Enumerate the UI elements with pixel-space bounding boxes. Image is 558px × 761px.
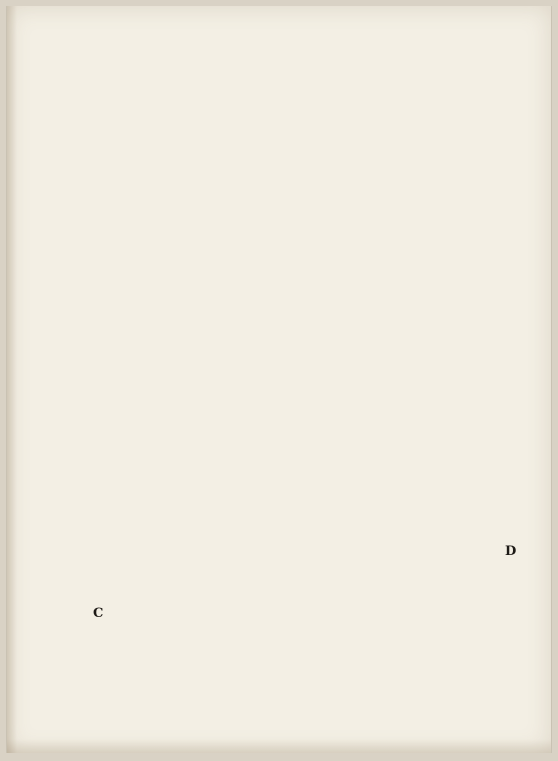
page-bottom-shadow: [7, 739, 551, 753]
left-text-column: [89, 64, 294, 664]
book-page: [6, 6, 552, 753]
right-text-column: [314, 64, 519, 664]
marginal-letter-c: C: [93, 606, 104, 621]
page-gutter-shadow: [7, 6, 17, 753]
running-head: [7, 18, 551, 34]
text-columns: [89, 64, 519, 664]
marginal-letter-d: D: [505, 544, 517, 559]
